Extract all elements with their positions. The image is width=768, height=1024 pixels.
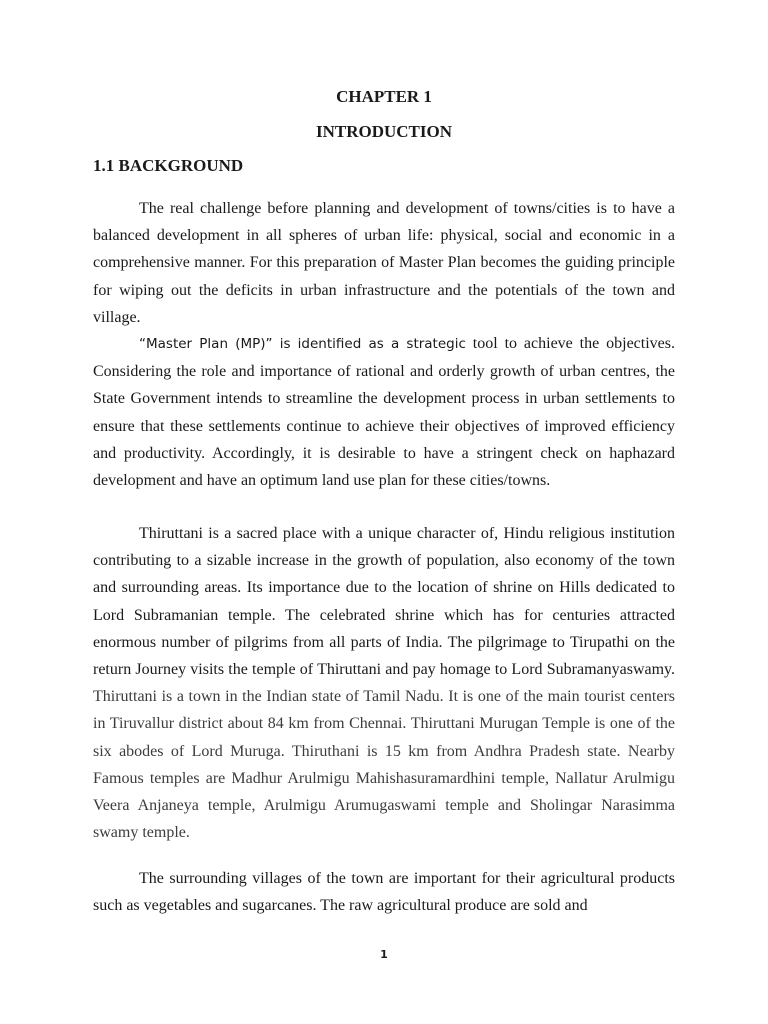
paragraph-3 (93, 520, 675, 846)
paragraph-2-lead: “Master Plan (MP)” is identified as a strategic (139, 336, 466, 352)
section-heading: 1.1 BACKGROUND (93, 156, 244, 175)
paragraph-3-tail: Thiruttani is a town in the Indian state of Tamil Nadu. It is one of the main tourist centers in Tiruvallur district about 84 km from Chennai. Thiruttani Murugan Temple is one of the six abodes of Lord Muruga. Thiruthani is 15 km from Andhra Pradesh state. Nearby Famous temples are Madhur Arulmigu Mahishasuramardhini temple, Nallatur Arulmigu Veera Anjaneya temple, Arulmigu Arumugaswami temple and Sholingar Narasimma swamy temple. (93, 688, 675, 842)
paragraph-4: The surrounding villages of the town are important for their agricultural products such as vegetables and sugarcanes. The raw agricultural produce are sold and (93, 870, 675, 915)
paragraph-3-main: Thiruttani is a sacred place with a unique character of, Hindu religious institution contributing to a sizable increase in the growth of population, also economy of the town and surrounding areas. Its importance due to the location of shrine on Hills dedicated to Lord Subramanian temple. The celebrated shrine which has for centuries attracted enormous number of pilgrims from all parts of India. The pilgrimage to Tirupathi on the return Journey visits the temple of Thiruttani and pay homage to Lord Subramanyaswamy. (93, 525, 675, 679)
chapter-title: INTRODUCTION (315, 122, 453, 141)
page-number: 1 (380, 948, 388, 961)
chapter-label: CHAPTER 1 (336, 87, 432, 106)
paragraph-2 (93, 330, 675, 494)
paragraph-2-rest: tool to achieve the objectives. Considering the role and importance of rational and orderly growth of urban centres, the State Government intends to streamline the development process in urban settlements to ensure that these settlements continue to achieve their objectives of improved efficiency and productivity. Accordingly, it is desirable to have a stringent check on haphazard development and have an optimum land use plan for these cities/towns. (93, 335, 675, 490)
paragraph-1: The real challenge before planning and development of towns/cities is to have a balanced development in all spheres of urban life: physical, social and economic in a comprehensive manner. For this preparation of Master Plan becomes the guiding principle for wiping out the deficits in urban infrastructure and the potentials of the town and village. (93, 200, 675, 326)
